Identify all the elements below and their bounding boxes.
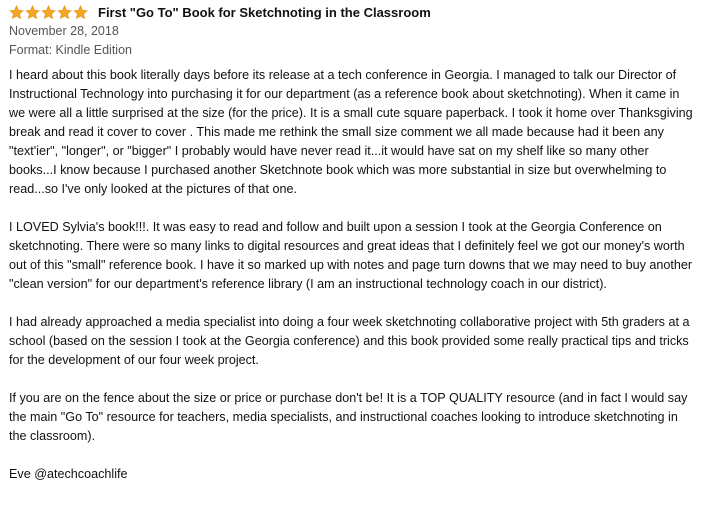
review-header (9, 3, 695, 22)
review-paragraph: I LOVED Sylvia's book!!!. It was easy to read and follow and built upon a session I took at the Georgia Conference on sketchnoting. There were so many links to digital resources and great ideas that I definitely feel we got our money's worth out of this "small" reference book. I have it so marked up with notes and page turn downs that we may need to buy another "clean version" for our department's reference library (I am an instructional technology coach in our district). (9, 220, 693, 291)
star-rating[interactable] (9, 5, 89, 20)
star-icon (73, 5, 88, 20)
star-icon (9, 5, 24, 20)
star-icon (57, 5, 72, 20)
review-body (9, 66, 695, 484)
review-format: Format: Kindle Edition (9, 43, 132, 57)
review-paragraph: I heard about this book literally days before its release at a tech conference in Georgia. I managed to talk our Director of Instructional Technology into purchasing it for our department (as a reference book about sketchnoting). When it came in we were all a little surprised at the size (for the price). It is a small cute square paperback. I took it home over Thanksgiving break and read it cover to cover . This made me rethink the small size comment we all made because had it been any "text'ier", "longer", or "bigger" I probably would have never read it...it would have sat on my shelf like so many other books...I know because I purchased another Sketchnote book which was more substantial in size but overwhelming to read...so I've only looked at the pictures of that one. (9, 68, 693, 196)
star-icon (25, 5, 40, 20)
review-paragraph: I had already approached a media specialist into doing a four week sketchnoting collaborative project with 5th graders at a school (based on the session I took at the Georgia conference) and this book provided some really practical tips and tricks for the development of our four week project. (9, 315, 690, 367)
review-title[interactable]: First "Go To" Book for Sketchnoting in the Classroom (98, 5, 431, 20)
review-paragraph: If you are on the fence about the size or price or purchase don't be! It is a TOP QUALITY resource (and in fact I would say the main "Go To" resource for teachers, media specialists, and instructional coaches looking to introduce sketchnoting in the classroom). (9, 391, 688, 443)
star-icon (41, 5, 56, 20)
review-date: November 28, 2018 (9, 24, 119, 38)
review-signature: Eve @atechcoachlife (9, 467, 128, 481)
